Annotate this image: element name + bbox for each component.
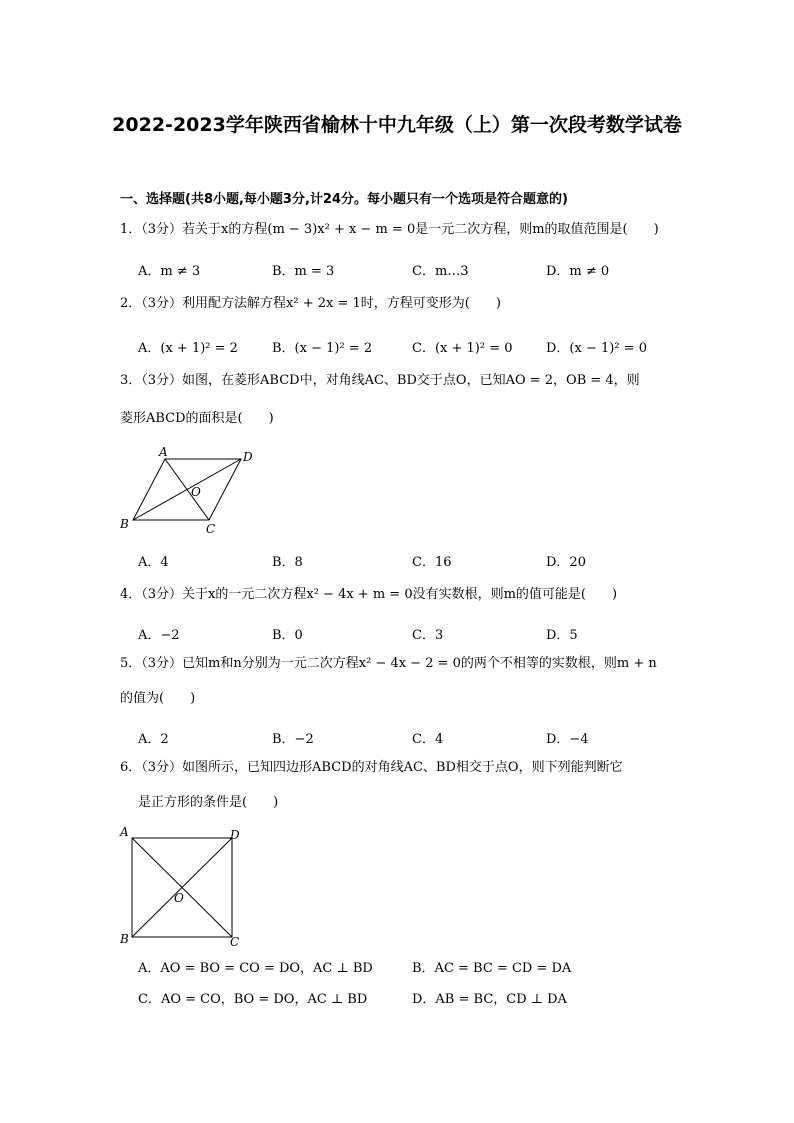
option-d[interactable]: D．m ≠ 0 <box>546 264 610 279</box>
label-o: O <box>174 891 184 905</box>
option-c[interactable]: C．3 <box>412 628 444 643</box>
question-5: 5．（3分）已知m和n分别为一元二次方程x² − 4x − 2 = 0的两个不相等的实数根，则m + n <box>120 656 657 671</box>
section-heading: 一、选择题(共8小题,每小题3分,计24分。每小题只有一个选项是符合题意的) <box>120 192 568 207</box>
question-2: 2．（3分）利用配方法解方程x² + 2x = 1时，方程可变形为( ) <box>120 296 501 311</box>
option-b[interactable]: B．(x − 1)² = 2 <box>272 341 373 356</box>
option-d[interactable]: D．AB = BC，CD ⊥ DA <box>412 992 567 1007</box>
option-a[interactable]: A．4 <box>138 555 169 570</box>
label-a: A <box>120 825 129 839</box>
option-b[interactable]: B．m = 3 <box>272 264 335 279</box>
option-b[interactable]: B．−2 <box>272 732 314 747</box>
label-b: B <box>120 517 129 531</box>
option-c[interactable]: C．(x + 1)² = 0 <box>412 341 513 356</box>
option-b[interactable]: B．0 <box>272 628 303 643</box>
question-5-continued: 的值为( ) <box>120 691 196 706</box>
question-4: 4．（3分）关于x的一元二次方程x² − 4x + m = 0没有实数根，则m的值可能是( ) <box>120 587 618 602</box>
square-figure <box>116 822 251 950</box>
question-5-options <box>138 728 678 748</box>
option-a[interactable]: A．AO = BO = CO = DO，AC ⊥ BD <box>138 961 373 976</box>
option-d[interactable]: D．5 <box>546 628 578 643</box>
option-a[interactable]: A．−2 <box>138 628 180 643</box>
question-6-options-row1 <box>138 957 678 977</box>
document-title: 2022-2023学年陕西省榆林十中九年级（上）第一次段考数学试卷 <box>112 114 682 136</box>
question-3-continued: 菱形ABCD的面积是( ) <box>120 411 274 426</box>
question-1: 1．（3分）若关于x的方程(m − 3)x² + x − m = 0是一元二次方程，则m的取值范围是( ) <box>120 222 659 237</box>
question-1-options <box>138 260 678 280</box>
label-b: B <box>120 932 129 946</box>
option-d[interactable]: D．20 <box>546 555 586 570</box>
label-d: D <box>230 828 240 842</box>
question-6: 6．（3分）如图所示，已知四边形ABCD的对角线AC、BD相交于点O，则下列能判断它 <box>120 760 623 775</box>
option-c[interactable]: C．m…3 <box>412 264 469 279</box>
label-o: O <box>191 485 201 499</box>
option-a[interactable]: A．2 <box>138 732 169 747</box>
option-a[interactable]: A．(x + 1)² = 2 <box>138 341 238 356</box>
rhombus-figure <box>116 444 266 539</box>
question-6-continued: 是正方形的条件是( ) <box>138 795 279 810</box>
label-c: C <box>206 522 216 536</box>
option-c[interactable]: C．AO = CO，BO = DO，AC ⊥ BD <box>138 992 368 1007</box>
question-3-options <box>138 551 678 571</box>
label-d: D <box>243 450 253 464</box>
option-d[interactable]: D．(x − 1)² = 0 <box>546 341 647 356</box>
option-d[interactable]: D．−4 <box>546 732 589 747</box>
option-c[interactable]: C．4 <box>412 732 444 747</box>
option-c[interactable]: C．16 <box>412 555 452 570</box>
question-4-options <box>138 624 678 644</box>
label-a: A <box>159 445 168 459</box>
question-2-options <box>138 337 678 357</box>
question-3: 3．（3分）如图，在菱形ABCD中，对角线AC、BD交于点O，已知AO = 2，OB = 4，则 <box>120 373 640 388</box>
option-b[interactable]: B．AC = BC = CD = DA <box>412 961 572 976</box>
option-b[interactable]: B．8 <box>272 555 303 570</box>
option-a[interactable]: A．m ≠ 3 <box>138 264 201 279</box>
label-c: C <box>230 935 240 949</box>
question-6-options-row2 <box>138 988 678 1008</box>
